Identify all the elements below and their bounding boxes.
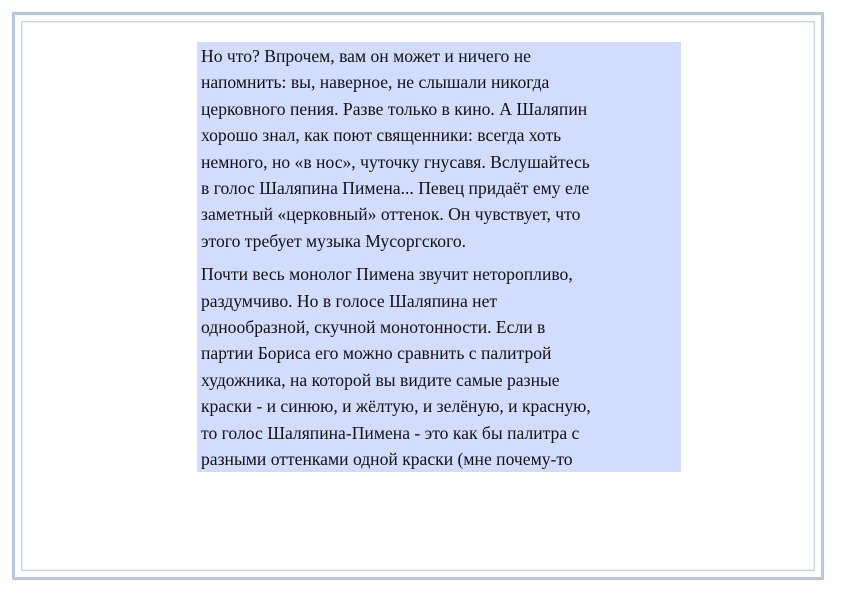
- text-line: партии Бориса его можно сравнить с палитрой: [201, 343, 552, 364]
- text-line: в голос Шаляпина Пимена... Певец придаёт ему еле: [201, 178, 590, 199]
- text-line: этого требует музыка Мусоргского.: [201, 230, 467, 251]
- paragraph-2: [201, 261, 677, 472]
- text-line: напомнить: вы, наверное, не слышали никогда: [201, 72, 550, 93]
- text-box: [197, 42, 681, 472]
- text-line: немного, но «в нос», чуточку гнусавя. Вслушайтесь: [201, 151, 590, 172]
- text-line: разными оттенками одной краски (мне почему-то: [201, 449, 573, 470]
- text-line: раздумчиво. Но в голосе Шаляпина нет: [201, 290, 498, 311]
- text-line: Почти весь монолог Пимена звучит неторопливо,: [201, 264, 573, 285]
- text-line: краски - и синюю, и жёлтую, и зелёную, и красную,: [201, 396, 591, 417]
- text-line: однообразной, скучной монотонности. Если в: [201, 317, 546, 338]
- text-line: то голос Шаляпина-Пимена - это как бы палитра с: [201, 422, 580, 443]
- paragraph-1: [201, 43, 677, 254]
- text-line: заметный «церковный» оттенок. Он чувствует, что: [201, 204, 581, 225]
- text-line: хорошо знал, как поют священники: всегда хоть: [201, 125, 562, 146]
- text-line: художника, на которой вы видите самые разные: [201, 369, 560, 390]
- text-line: Но что? Впрочем, вам он может и ничего не: [201, 46, 531, 66]
- text-line: церковного пения. Разве только в кино. А Шаляпин: [201, 98, 588, 119]
